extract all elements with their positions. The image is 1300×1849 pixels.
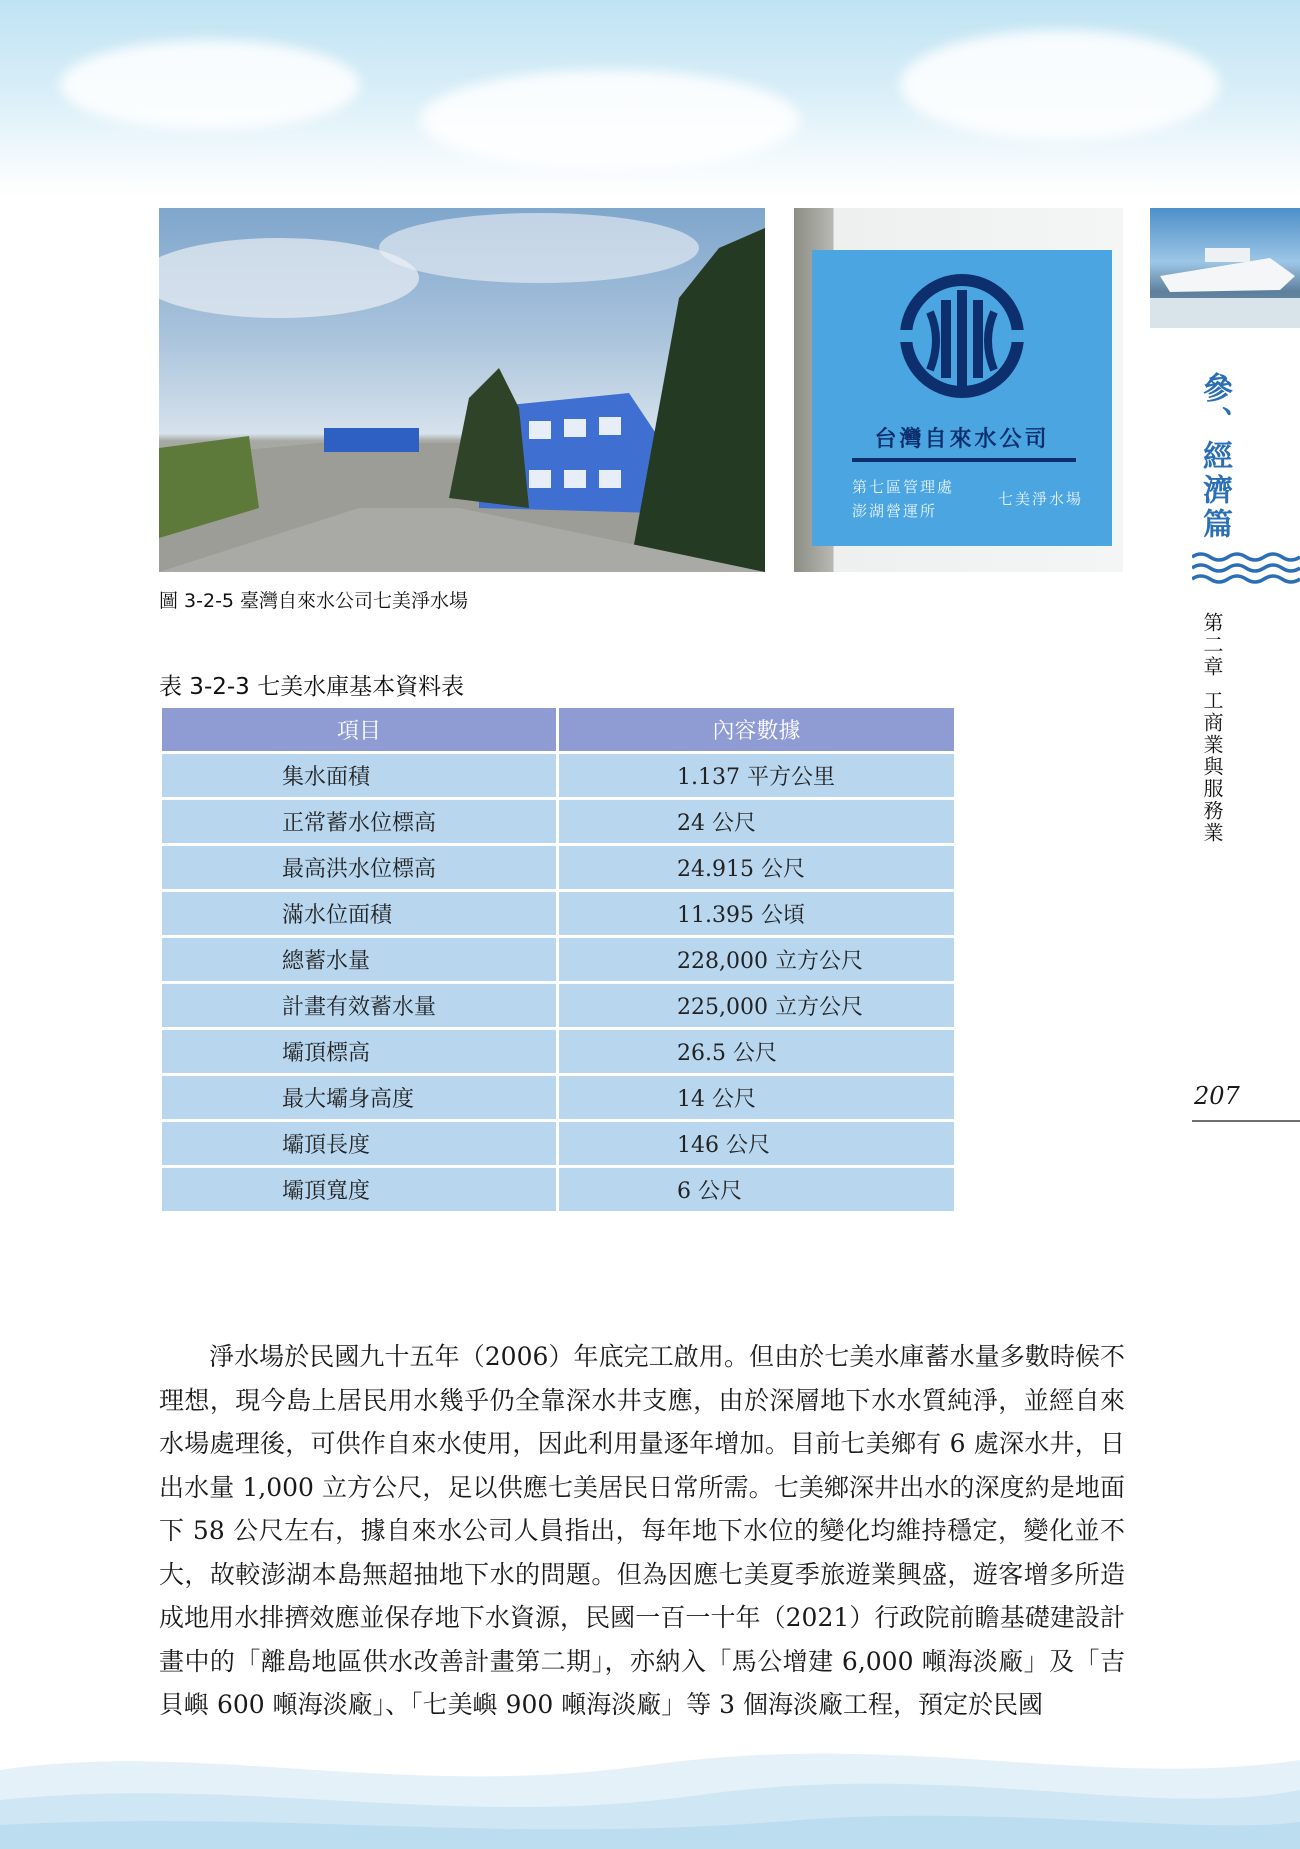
row-value: 14 公尺	[558, 1075, 956, 1121]
sky-header-background	[0, 0, 1300, 200]
sign-photo	[794, 208, 1123, 572]
row-value: 1.137 平方公里	[558, 753, 956, 799]
header-value: 內容數據	[558, 707, 956, 753]
table-row	[161, 799, 956, 845]
row-value: 228,000 立方公尺	[558, 937, 956, 983]
footer-wave-decoration	[0, 1730, 1300, 1849]
row-item: 壩頂長度	[161, 1121, 558, 1167]
ferry-photo	[1150, 208, 1300, 328]
row-value: 225,000 立方公尺	[558, 983, 956, 1029]
table-caption: 表 3-2-3 七美水庫基本資料表	[159, 674, 465, 700]
row-value: 6 公尺	[558, 1167, 956, 1213]
part-title: 參、經濟篇	[1197, 372, 1232, 542]
table-row	[161, 1121, 956, 1167]
figure-caption: 圖 3-2-5 臺灣自來水公司七美淨水場	[159, 590, 469, 612]
table-row	[161, 1167, 956, 1213]
plant-photo	[159, 208, 765, 572]
row-item: 計畫有效蓄水量	[161, 983, 558, 1029]
ferry-illustration	[1150, 208, 1300, 328]
table-header-row	[161, 707, 956, 753]
row-item: 正常蓄水位標高	[161, 799, 558, 845]
row-value: 24.915 公尺	[558, 845, 956, 891]
row-item: 滿水位面積	[161, 891, 558, 937]
wave-ornament-icon	[1192, 551, 1300, 585]
row-item: 集水面積	[161, 753, 558, 799]
company-sign	[812, 250, 1112, 546]
row-value: 146 公尺	[558, 1121, 956, 1167]
row-value: 11.395 公頃	[558, 891, 956, 937]
sign-company-name: 台灣自來水公司	[874, 426, 1050, 452]
plant-photo-illustration	[159, 208, 765, 572]
cloud-decoration	[900, 30, 1220, 140]
cloud-decoration	[60, 40, 360, 130]
water-company-logo-icon	[812, 260, 1112, 420]
row-item: 最高洪水位標高	[161, 845, 558, 891]
row-value: 26.5 公尺	[558, 1029, 956, 1075]
sign-office-line1: 第七區管理處	[852, 478, 955, 496]
table-row	[161, 1029, 956, 1075]
cloud-decoration	[420, 70, 800, 170]
table-row	[161, 1075, 956, 1121]
page-number: 207	[1194, 1082, 1240, 1110]
header-item: 項目	[161, 707, 558, 753]
table-row	[161, 753, 956, 799]
sign-plant-name: 七美淨水場	[998, 490, 1084, 508]
body-paragraph: 淨水場於民國九十五年（2006）年底完工啟用。但由於七美水庫蓄水量多數時候不理想，現今島上居民用水幾乎仍全靠深水井支應，由於深層地下水水質純淨，並經自來水場處理後，可供作自來水使用，因此利用量逐年增加。目前七美鄉有 6 處深水井，日出水量 1,000 立方公尺，足以供應七美居民日常所需。七美鄉深井出水的深度約是地面下 58 公尺左右，據自來水公司人員指出，每年地下水位的變化均維持穩定，變化並不大，故較澎湖本島無超抽地下水的問題。但為因應七美夏季旅遊業興盛，遊客增多所造成地用水排擠效應並保存地下水資源，民國一百一十年（2021）行政院前瞻基礎建設計畫中的「離島地區供水改善計畫第二期」，亦納入「馬公增建 6,000 噸海淡廠」及「吉貝嶼 600 噸海淡廠」、「七美嶼 900 噸海淡廠」等 3 個海淡廠工程，預定於民國	[159, 1342, 1125, 1719]
row-value: 24 公尺	[558, 799, 956, 845]
chapter-label	[1198, 612, 1227, 844]
row-item: 總蓄水量	[161, 937, 558, 983]
chapter-title: 工商業與服務業	[1200, 690, 1224, 844]
table-row	[161, 845, 956, 891]
sign-divider	[852, 458, 1076, 462]
table-row	[161, 891, 956, 937]
chapter-prefix: 第二章	[1200, 612, 1224, 678]
sign-office-line2: 澎湖營運所	[852, 502, 938, 520]
table-row	[161, 937, 956, 983]
reservoir-data-table	[159, 705, 957, 1214]
row-item: 壩頂寬度	[161, 1167, 558, 1213]
page-number-rule	[1192, 1120, 1300, 1122]
row-item: 最大壩身高度	[161, 1075, 558, 1121]
row-item: 壩頂標高	[161, 1029, 558, 1075]
table-row	[161, 983, 956, 1029]
